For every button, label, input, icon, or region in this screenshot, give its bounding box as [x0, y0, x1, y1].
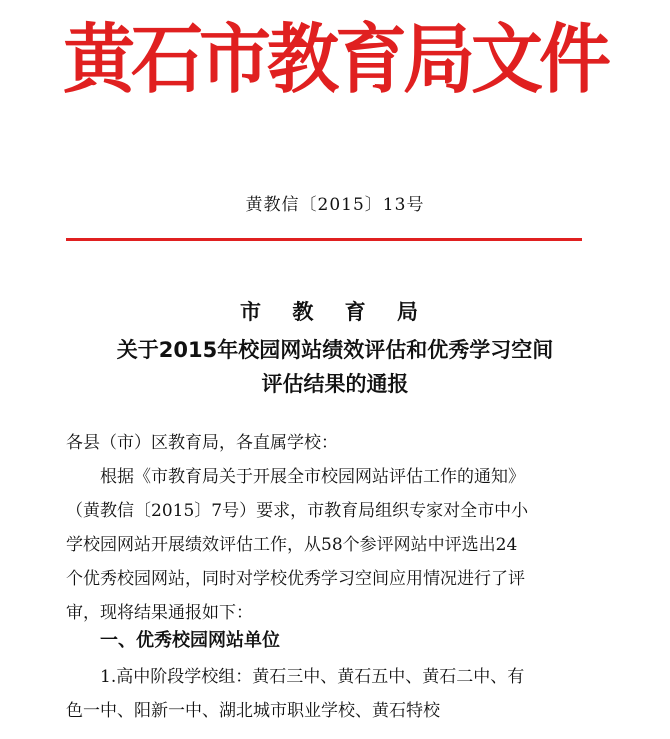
list-item-line: 1.高中阶段学校组：黄石三中、黄石五中、黄石二中、有: [66, 667, 525, 687]
paragraph-line: 个优秀校园网站，同时对学校优秀学习空间应用情况进行了评: [66, 569, 525, 589]
paragraph-line: 根据《市教育局关于开展全市校园网站评估工作的通知》: [66, 467, 525, 487]
document-number: 黄教信〔2015〕13号: [245, 195, 425, 215]
title-line-3: 评估结果的通报: [261, 372, 409, 396]
list-item-line: 色一中、阳新一中、湖北城市职业学校、黄石特校: [66, 701, 440, 721]
section-heading: 一、优秀校园网站单位: [100, 630, 280, 651]
title-line-2: 关于2015年校园网站绩效评估和优秀学习空间: [116, 338, 554, 362]
list-item: [66, 660, 600, 728]
paragraph-line: 学校园网站开展绩效评估工作，从58个参评网站中评选出24: [66, 535, 518, 555]
document-masthead: 黄石市教育局文件: [62, 15, 607, 104]
body-paragraph: [66, 460, 600, 630]
paragraph-line: （黄教信〔2015〕7号）要求，市教育局组织专家对全市中小: [66, 501, 529, 521]
salutation: 各县（市）区教育局，各直属学校：: [66, 433, 338, 453]
red-divider-line: [66, 238, 582, 241]
paragraph-line: 审，现将结果通报如下：: [66, 603, 253, 623]
title-line-1: 市 教 育 局: [240, 300, 430, 324]
